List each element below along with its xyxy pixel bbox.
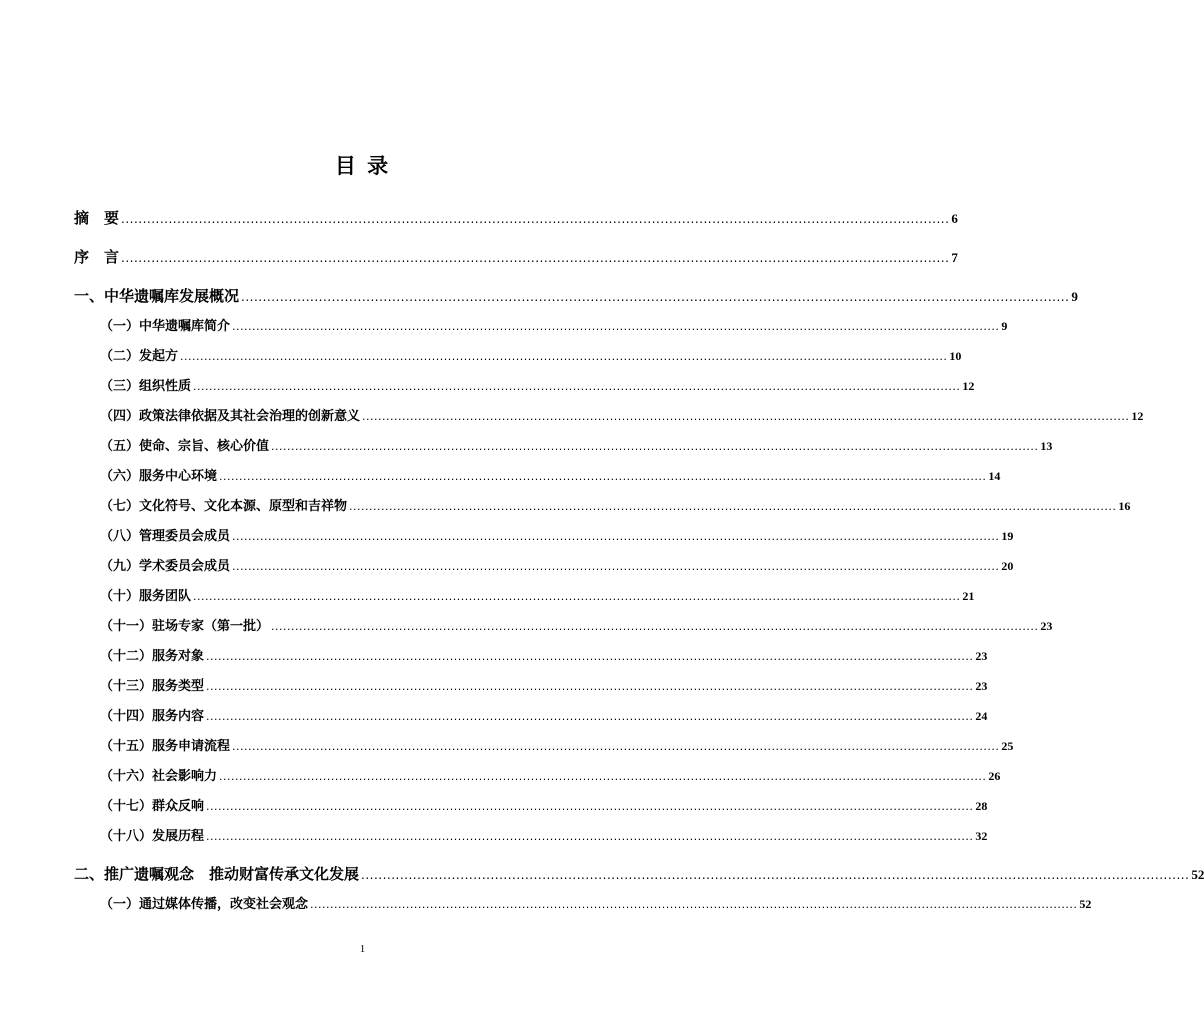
dot-leader: ................................................................................................................................................................................................ (241, 290, 1070, 304)
page-number-footer: 1 (359, 943, 366, 955)
table-of-contents (74, 0, 1204, 1024)
toc-entry-1-5[interactable] (74, 435, 1053, 454)
toc-entry-label: （六）服务中心环境 (100, 469, 218, 484)
toc-entry-label: （五）使命、宗旨、核心价值 (100, 439, 270, 454)
toc-entry-page: 28 (975, 799, 988, 813)
toc-entry-page: 25 (1001, 739, 1014, 753)
toc-entry-page: 23 (975, 679, 988, 693)
toc-entry-chapter-2[interactable] (74, 863, 1204, 884)
toc-entry-label: （四）政策法律依据及其社会治理的创新意义 (100, 409, 361, 424)
toc-entry-1-11[interactable] (74, 615, 1053, 634)
toc-entry-label: （一）中华遗嘱库简介 (100, 319, 231, 334)
toc-entry-preface[interactable] (74, 246, 958, 267)
dot-leader: ................................................................................................................................................................................................ (206, 680, 974, 693)
dot-leader: ................................................................................................................................................................................................ (271, 620, 1039, 633)
toc-entry-1-17[interactable] (74, 795, 988, 814)
toc-entry-page: 19 (1001, 529, 1014, 543)
toc-entry-1-1[interactable] (74, 315, 1008, 334)
dot-leader: ................................................................................................................................................................................................ (232, 740, 1000, 753)
toc-entry-1-9[interactable] (74, 555, 1014, 574)
dot-leader: ................................................................................................................................................................................................ (219, 770, 987, 783)
toc-entry-page: 52 (1079, 897, 1092, 911)
toc-entry-page: 21 (962, 589, 975, 603)
dot-leader: ................................................................................................................................................................................................ (206, 830, 974, 843)
toc-entry-label: 序 言 (74, 248, 120, 266)
toc-entry-label: 摘 要 (74, 209, 120, 227)
toc-entry-1-13[interactable] (74, 675, 988, 694)
toc-entry-page: 10 (949, 349, 962, 363)
dot-leader: ................................................................................................................................................................................................ (362, 410, 1130, 423)
toc-entry-page: 12 (1131, 409, 1144, 423)
toc-entry-page: 12 (962, 379, 975, 393)
toc-entry-1-3[interactable] (74, 375, 975, 394)
dot-leader: ................................................................................................................................................................................................ (271, 440, 1039, 453)
toc-entry-label: （八）管理委员会成员 (100, 529, 231, 544)
toc-entry-label: （一）通过媒体传播，改变社会观念 (100, 897, 309, 912)
toc-entry-label: （七）文化符号、文化本源、原型和吉祥物 (100, 499, 348, 514)
toc-entry-1-4[interactable] (74, 405, 1144, 424)
toc-entry-1-8[interactable] (74, 525, 1014, 544)
toc-entry-page: 16 (1118, 499, 1131, 513)
toc-entry-label: （十六）社会影响力 (100, 769, 218, 784)
toc-entry-1-7[interactable] (74, 495, 1131, 514)
toc-entry-1-15[interactable] (74, 735, 1014, 754)
dot-leader: ................................................................................................................................................................................................ (219, 470, 987, 483)
dot-leader: ................................................................................................................................................................................................ (232, 560, 1000, 573)
dot-leader: ................................................................................................................................................................................................ (193, 590, 961, 603)
toc-entry-1-14[interactable] (74, 705, 988, 724)
dot-leader: ................................................................................................................................................................................................ (310, 898, 1078, 911)
toc-entry-page: 9 (1001, 319, 1008, 333)
dot-leader: ................................................................................................................................................................................................ (206, 710, 974, 723)
dot-leader: ................................................................................................................................................................................................ (206, 800, 974, 813)
toc-entry-1-6[interactable] (74, 465, 1001, 484)
toc-entry-1-2[interactable] (74, 345, 962, 364)
toc-entry-page: 9 (1071, 289, 1078, 304)
toc-entry-label: （十七）群众反响 (100, 799, 205, 814)
toc-entry-label: （十一）驻场专家（第一批） (100, 619, 270, 634)
dot-leader: ................................................................................................................................................................................................ (121, 212, 950, 226)
dot-leader: ................................................................................................................................................................................................ (349, 500, 1117, 513)
dot-leader: ................................................................................................................................................................................................ (361, 868, 1190, 882)
toc-title: 目 录 (334, 154, 391, 178)
toc-entry-label: （十二）服务对象 (100, 649, 205, 664)
toc-entry-label: （十三）服务类型 (100, 679, 205, 694)
toc-entry-abstract[interactable] (74, 207, 958, 228)
toc-entry-label: （二）发起方 (100, 349, 179, 364)
toc-entry-label: （十）服务团队 (100, 589, 192, 604)
dot-leader: ................................................................................................................................................................................................ (232, 530, 1000, 543)
toc-entry-page: 23 (975, 649, 988, 663)
toc-entry-label: （九）学术委员会成员 (100, 559, 231, 574)
toc-entry-page: 6 (951, 211, 958, 226)
toc-entry-label: 一、中华遗嘱库发展概况 (74, 287, 240, 305)
dot-leader: ................................................................................................................................................................................................ (121, 251, 950, 265)
dot-leader: ................................................................................................................................................................................................ (232, 320, 1000, 333)
toc-entry-2-1[interactable] (74, 893, 1092, 912)
toc-entry-1-12[interactable] (74, 645, 988, 664)
toc-entry-label: （十五）服务申请流程 (100, 739, 231, 754)
toc-entry-1-18[interactable] (74, 825, 988, 844)
toc-entry-page: 24 (975, 709, 988, 723)
dot-leader: ................................................................................................................................................................................................ (193, 380, 961, 393)
toc-entry-page: 23 (1040, 619, 1053, 633)
toc-entry-1-16[interactable] (74, 765, 1001, 784)
toc-entry-page: 14 (988, 469, 1001, 483)
toc-entry-page: 32 (975, 829, 988, 843)
toc-entry-page: 20 (1001, 559, 1014, 573)
toc-entry-page: 26 (988, 769, 1001, 783)
toc-entry-page: 52 (1191, 867, 1204, 882)
toc-entry-page: 13 (1040, 439, 1053, 453)
toc-entry-chapter-1[interactable] (74, 285, 1078, 306)
dot-leader: ................................................................................................................................................................................................ (180, 350, 948, 363)
toc-entry-label: （三）组织性质 (100, 379, 192, 394)
toc-entry-page: 7 (951, 250, 958, 265)
dot-leader: ................................................................................................................................................................................................ (206, 650, 974, 663)
toc-entry-label: 二、推广遗嘱观念 推动财富传承文化发展 (74, 865, 360, 883)
toc-entry-label: （十四）服务内容 (100, 709, 205, 724)
toc-entry-1-10[interactable] (74, 585, 975, 604)
toc-entry-label: （十八）发展历程 (100, 829, 205, 844)
